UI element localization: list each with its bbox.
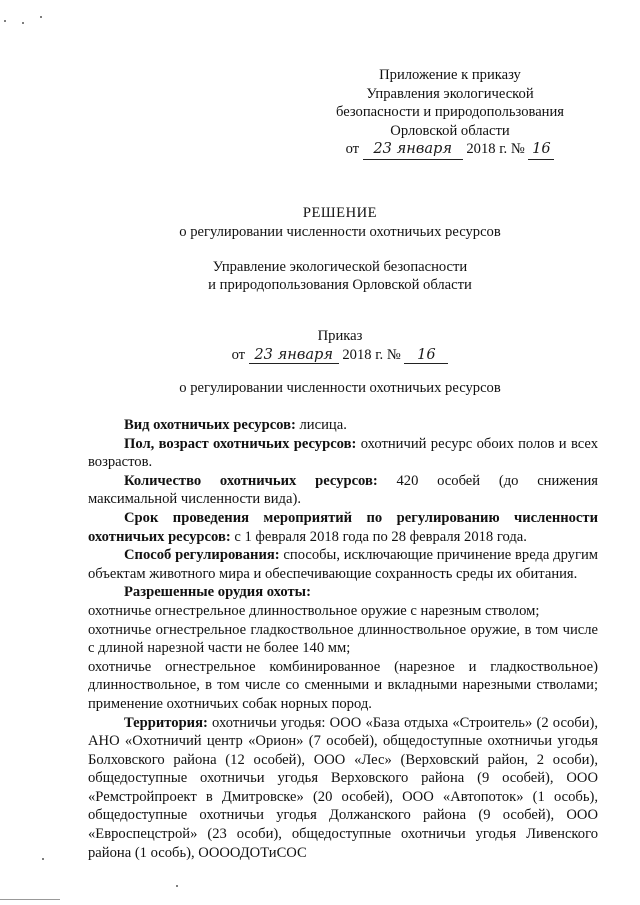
weapon-item: охотничье огнестрельное гладкоствольное длинноствольное оружие, в том числе с длиной нарезной части не более 140 мм; xyxy=(88,621,598,657)
appendix-line: Приложение к приказу xyxy=(379,67,521,83)
org-name-line: Управление экологической безопасности xyxy=(212,259,468,275)
handwritten-date: 23 января xyxy=(249,346,339,364)
appendix-line: Управления экологической xyxy=(366,85,534,102)
weapon-item: охотничье огнестрельное комбинированное (нарезное и гладкоствольное) длинноствольное, в том числе со сменными и вкладными нарезными стволами; применение охотничьих собак норных пород. xyxy=(88,658,598,712)
appendix-line: безопасности и природопользования xyxy=(335,104,565,120)
decision-subtitle: о регулировании численности охотничьих ресурсов xyxy=(179,224,501,240)
scan-speck xyxy=(22,22,24,24)
scan-edge-mark xyxy=(0,899,60,900)
scan-speck xyxy=(40,16,42,18)
decision-body xyxy=(88,416,598,862)
territory: Территория: охотничьи угодья: ООО «База отдыха «Строитель» (2 особи), АНО «Охотничий центр «Орион» (7 особей), общедоступные охотничьи угодья Болховского района (12 особей), ООО «Лес» (Верховский район, 2 особи), общедоступные охотничьи угодья Верховского района (9 особей), ООО «Ремстройпроект в Дмитровске» (20 особей), ООО «Автопоток» (1 особь), общедоступные охотничьи угодья Должанского района (9 особей), ООО «Евроспецстрой» (23 особи), общедоступные охотничьи угодья Ливенского района (1 особь), ООООДОТиСОС xyxy=(88,714,598,861)
scan-speck xyxy=(42,858,44,860)
scan-speck xyxy=(176,885,178,887)
resource-quantity: Количество охотничьих ресурсов: 420 особей (до снижения максимальной численности вида). xyxy=(88,472,598,508)
handwritten-date: 23 января xyxy=(363,140,463,160)
weapon-item: охотничье огнестрельное длинноствольное оружие с нарезным стволом; xyxy=(88,602,540,619)
appendix-block xyxy=(330,66,570,160)
measures-period: Срок проведения мероприятий по регулированию численности охотничьих ресурсов: с 1 февраля 2018 года по 28 февраля 2018 года. xyxy=(88,509,598,545)
handwritten-number: 16 xyxy=(528,140,554,160)
order-subject: о регулировании численности охотничьих ресурсов xyxy=(179,380,501,396)
scan-speck xyxy=(4,20,6,22)
resource-type: Вид охотничьих ресурсов: лисица. xyxy=(124,417,347,433)
appendix-line: Орловской области xyxy=(390,122,510,139)
decision-title: РЕШЕНИЕ xyxy=(302,205,378,221)
regulation-method: Способ регулирования: способы, исключающие причинение вреда другим объектам животного мира и обеспечивающие сохранность среды их обитания. xyxy=(88,547,599,582)
order-date: от 23 января 2018 г. № 16 xyxy=(80,346,600,364)
resource-sex-age: Пол, возраст охотничьих ресурсов: охотничий ресурс обоих полов и всех возрастов. xyxy=(88,435,598,471)
org-name-line: и природопользования Орловской области xyxy=(208,277,472,293)
allowed-weapons-heading: Разрешенные орудия охоты: xyxy=(124,584,311,601)
handwritten-number: 16 xyxy=(404,346,448,364)
order-title: Приказ xyxy=(317,328,363,344)
appendix-date: от 23 января 2018 г. № 16 xyxy=(330,140,570,160)
